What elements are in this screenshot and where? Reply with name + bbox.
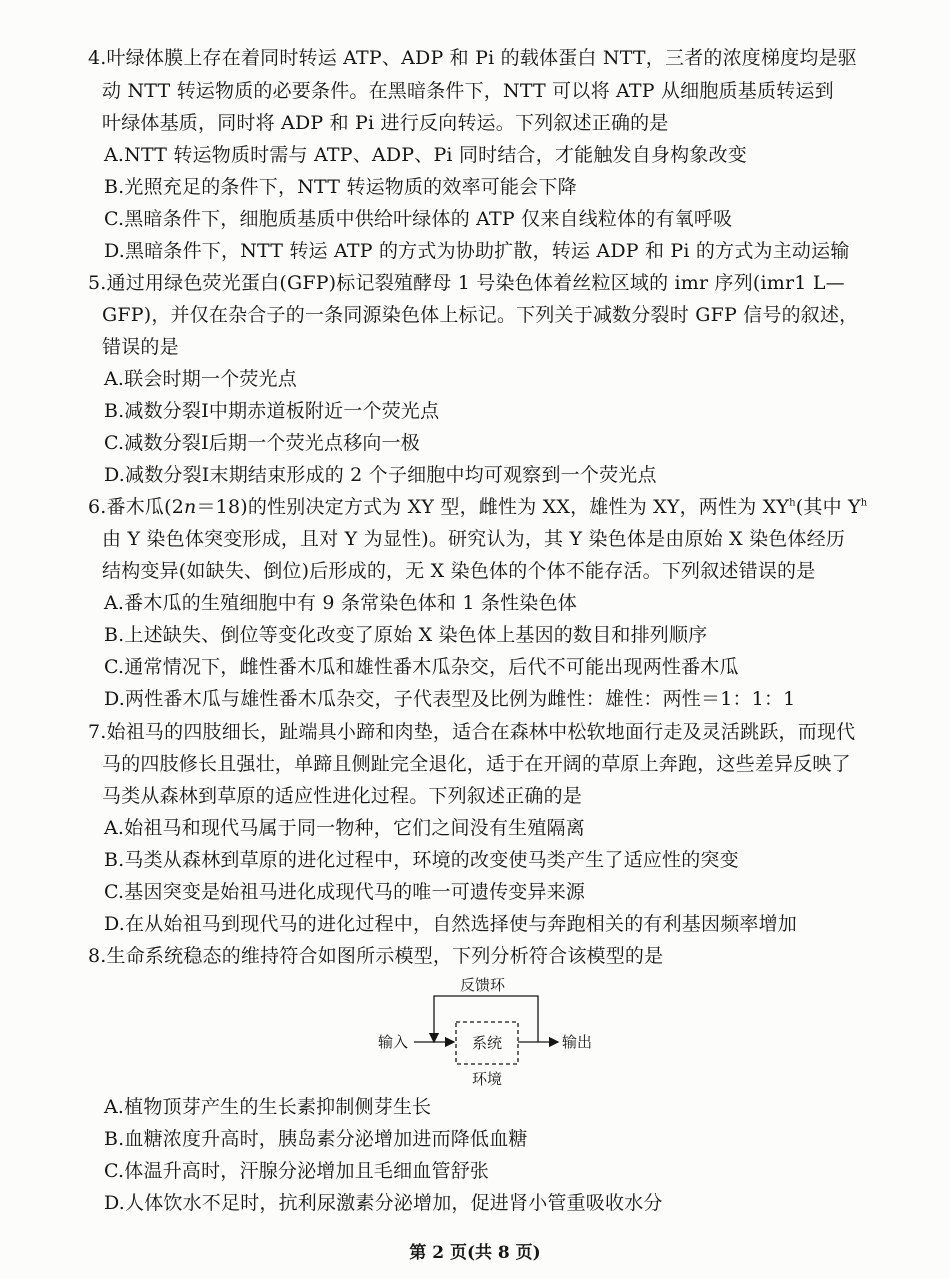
- output-label: 输出: [562, 1033, 593, 1051]
- input-label: 输入: [378, 1033, 409, 1051]
- q4-option-a: A.NTT 转运物质时需与 ATP、ADP、Pi 同时结合，才能触发自身构象改变: [104, 144, 747, 166]
- q4-option-b: B.光照充足的条件下，NTT 转运物质的效率可能会下降: [104, 176, 577, 198]
- q6-stem-line-3: 结构变异(如缺失、倒位)后形成的，无 X 染色体的个体不能存活。下列叙述错误的是: [102, 560, 816, 582]
- environment-label: 环境: [472, 1070, 503, 1088]
- q5-option-b: B.减数分裂Ⅰ中期赤道板附近一个荧光点: [104, 400, 440, 422]
- q6-sup-h: h: [789, 497, 796, 509]
- homeostasis-model-diagram: [370, 972, 610, 1090]
- q4-stem-line-2: 动 NTT 转运物质的必要条件。在黑暗条件下，NTT 可以将 ATP 从细胞质基质转运到: [102, 80, 834, 102]
- q6-option-b: B.上述缺失、倒位等变化改变了原始 X 染色体上基因的数目和排列顺序: [104, 624, 708, 646]
- q8-option-c: C.体温升高时，汗腺分泌增加且毛细血管舒张: [104, 1160, 490, 1182]
- q4-stem-line-1: 4.叶绿体膜上存在着同时转运 ATP、ADP 和 Pi 的载体蛋白 NTT，三者的浓度梯度均是驱: [88, 47, 857, 69]
- q6-option-a: A.番木瓜的生殖细胞中有 9 条常染色体和 1 条性染色体: [104, 592, 577, 614]
- feedback-loop-label: 反馈环: [460, 976, 506, 994]
- q5-option-d: D.减数分裂Ⅰ末期结束形成的 2 个子细胞中均可观察到一个荧光点: [104, 464, 657, 486]
- q6-option-d: D.两性番木瓜与雄性番木瓜杂交，子代表型及比例为雌性：雄性：两性＝1：1：1: [104, 688, 796, 710]
- q6-stem-part-c: (其中 Y: [795, 496, 861, 518]
- q6-sup-h-2: h: [860, 497, 868, 509]
- q8-stem: 8.生命系统稳态的维持符合如图所示模型，下列分析符合该模型的是: [88, 945, 664, 967]
- q4-stem-line-3: 叶绿体基质，同时将 ADP 和 Pi 进行反向转运。下列叙述正确的是: [102, 112, 669, 134]
- q8-option-a: A.植物顶芽产生的生长素抑制侧芽生长: [104, 1096, 432, 1118]
- q6-stem-line-1: [88, 495, 867, 519]
- q7-option-b: B.马类从森林到草原的进化过程中，环境的改变使马类产生了适应性的突变: [104, 849, 739, 871]
- q5-stem-line-1: 5.通过用绿色荧光蛋白(GFP)标记裂殖酵母 1 号染色体着丝粒区域的 imr 序列(imr1 L—: [88, 272, 845, 294]
- q8-option-d: D.人体饮水不足时，抗利尿激素分泌增加，促进肾小管重吸收水分: [104, 1192, 663, 1214]
- q5-option-a: A.联会时期一个荧光点: [104, 368, 297, 390]
- q6-stem-line-2: 由 Y 染色体突变形成，且对 Y 为显性)。研究认为，其 Y 染色体是由原始 X 染色体经历: [102, 528, 846, 550]
- q5-stem-line-2: GFP)，并仅在杂合子的一条同源染色体上标记。下列关于减数分裂时 GFP 信号的叙述，: [102, 304, 859, 326]
- system-label: 系统: [472, 1034, 503, 1052]
- q7-option-c: C.基因突变是始祖马进化成现代马的唯一可遗传变异来源: [104, 881, 586, 903]
- q7-stem-line-2: 马的四肢修长且强壮，单蹄且侧趾完全退化，适于在开阔的草原上奔跑，这些差异反映了: [102, 753, 851, 775]
- q6-stem-n: n: [184, 496, 197, 518]
- page-footer: 第 2 页(共 8 页): [409, 1243, 541, 1263]
- q7-option-a: A.始祖马和现代马属于同一物种，它们之间没有生殖隔离: [104, 817, 585, 839]
- q6-stem-part-a: 6.番木瓜(2: [88, 496, 185, 518]
- q6-option-c: C.通常情况下，雌性番木瓜和雄性番木瓜杂交，后代不可能出现两性番木瓜: [104, 656, 739, 678]
- q4-option-c: C.黑暗条件下，细胞质基质中供给叶绿体的 ATP 仅来自线粒体的有氧呼吸: [104, 208, 733, 230]
- q4-option-d: D.黑暗条件下，NTT 转运 ATP 的方式为协助扩散，转运 ADP 和 Pi 的方式为主动运输: [104, 240, 850, 262]
- q7-option-d: D.在从始祖马到现代马的进化过程中，自然选择使与奔跑相关的有利基因频率增加: [104, 913, 797, 935]
- q5-stem-line-3: 错误的是: [102, 336, 179, 358]
- q7-stem-line-1: 7.始祖马的四肢细长，趾端具小蹄和肉垫，适合在森林中松软地面行走及灵活跳跃，而现代: [88, 721, 856, 743]
- q5-option-c: C.减数分裂Ⅰ后期一个荧光点移向一极: [104, 432, 421, 454]
- q8-option-b: B.血糖浓度升高时，胰岛素分泌增加进而降低血糖: [104, 1128, 528, 1150]
- q7-stem-line-3: 马类从森林到草原的适应性进化过程。下列叙述正确的是: [102, 785, 583, 807]
- q6-stem-part-b: ＝18)的性别决定方式为 XY 型，雌性为 XX，雄性为 XY，两性为 XY: [196, 496, 790, 518]
